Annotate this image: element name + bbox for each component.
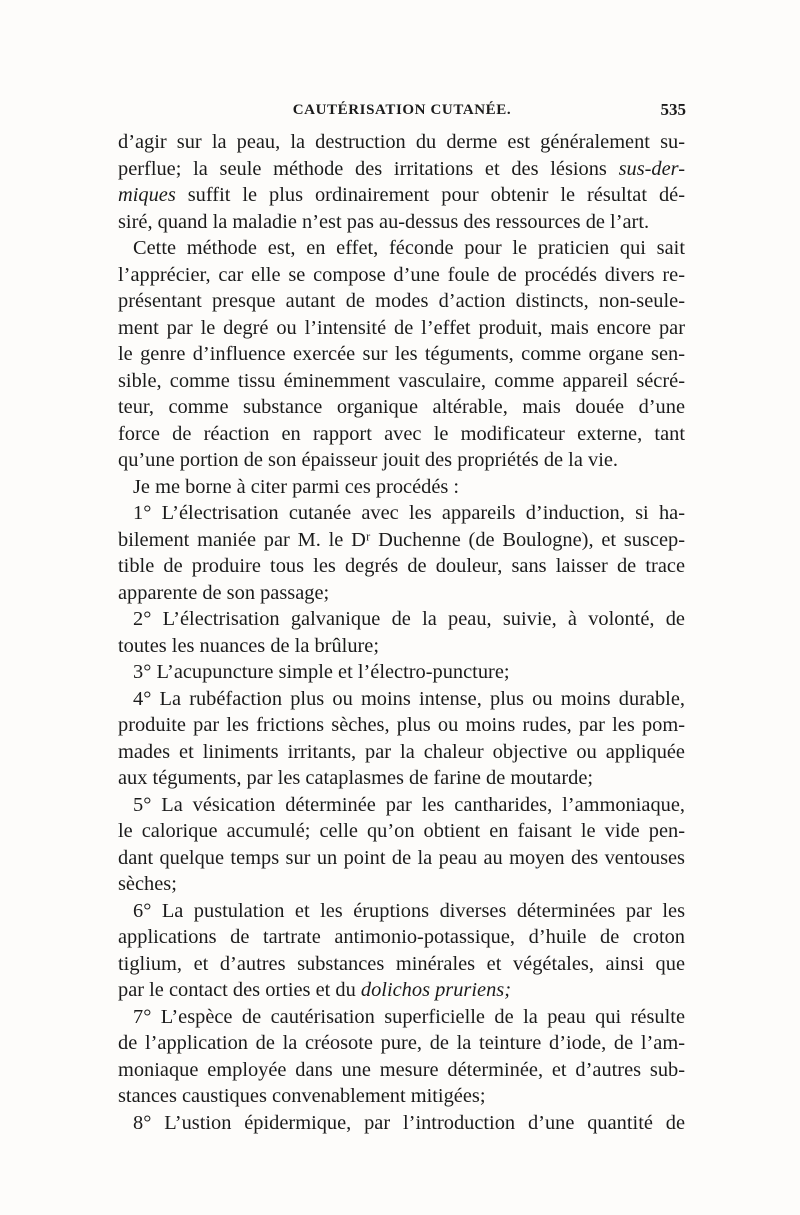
text-line xyxy=(118,156,685,183)
line-text: stances caustiques convenablement mitigées; xyxy=(118,1085,486,1107)
line-text: sèches; xyxy=(118,873,177,895)
line-text: par le contact des orties et du xyxy=(118,979,361,1001)
text-line xyxy=(118,818,685,845)
line-text: force de réaction en rapport avec le modificateur externe, tant xyxy=(118,422,685,445)
line-text: Je me borne à citer parmi ces procédés : xyxy=(133,475,460,498)
line-text: mades et liniments irritants, par la chaleur objective ou appliquée xyxy=(118,740,685,763)
text-line xyxy=(118,686,685,713)
text-line xyxy=(118,606,685,633)
line-text: d’agir sur la peau, la destruction du derme est généralement su- xyxy=(118,131,685,153)
running-header xyxy=(118,100,686,126)
text-line xyxy=(118,421,685,448)
line-text: aux téguments, par les cataplasmes de farine de moutarde; xyxy=(118,767,594,789)
text-line xyxy=(118,977,685,1004)
text-line xyxy=(118,765,685,792)
text-line xyxy=(118,580,685,607)
text-line xyxy=(118,553,685,580)
text-line xyxy=(118,527,685,554)
line-text: toutes les nuances de la brûlure; xyxy=(118,634,380,657)
text-line xyxy=(118,315,685,342)
text-line xyxy=(118,1057,685,1084)
line-text: suffit le plus ordinairement pour obtenir le résultat dé- xyxy=(175,184,685,206)
line-text: ment par le degré ou l’intensité de l’effet produit, mais encore par xyxy=(118,316,685,339)
line-text: apparente de son passage; xyxy=(118,581,330,604)
text-line xyxy=(118,235,685,262)
line-text: 2° L’électrisation galvanique de la peau, suivie, à volonté, de xyxy=(133,608,685,630)
text-line xyxy=(118,500,685,527)
text-line xyxy=(118,394,685,421)
text-line xyxy=(118,288,685,315)
line-text: 4° La rubéfaction plus ou moins intense, plus ou moins durable, xyxy=(133,687,685,710)
line-text: présentant presque autant de modes d’action distincts, non-seule- xyxy=(118,290,685,312)
line-text: tible de produire tous les degrés de douleur, sans laisser de trace xyxy=(118,555,685,577)
line-text: qu’une portion de son épaisseur jouit des propriétés de la vie. xyxy=(118,449,619,471)
text-line xyxy=(118,447,685,474)
text-line xyxy=(118,1110,685,1137)
line-text: applications de tartrate antimonio-potassique, d’huile de croton xyxy=(118,926,685,948)
line-text: siré, quand la maladie n’est pas au-dessus des ressources de l’art. xyxy=(118,210,650,233)
text-line xyxy=(118,474,685,501)
line-text: 8° L’ustion épidermique, par l’introduction d’une quantité de xyxy=(133,1111,685,1134)
text-line xyxy=(118,739,685,766)
line-text: perflue; la seule méthode des irritations et des lésions xyxy=(118,157,619,180)
text-line xyxy=(118,871,685,898)
line-text: dant quelque temps sur un point de la peau au moyen des ventouses xyxy=(118,846,685,869)
text-line xyxy=(118,951,685,978)
text-line xyxy=(118,341,685,368)
page-number: 535 xyxy=(660,100,686,119)
line-text: de l’application de la créosote pure, de la teinture d’iode, de l’am- xyxy=(118,1032,685,1054)
italic-term: sus-der- xyxy=(618,157,685,180)
line-text: bilement maniée par M. le Dʳ Duchenne (de Boulogne), et suscep- xyxy=(118,528,685,551)
text-line xyxy=(118,1083,685,1110)
text-line xyxy=(118,182,685,209)
line-text: teur, comme substance organique altérable, mais douée d’une xyxy=(118,396,685,418)
text-line xyxy=(118,209,685,236)
line-text: 5° La vésication déterminée par les cantharides, l’ammoniaque, xyxy=(133,793,685,816)
running-title: CAUTÉRISATION CUTANÉE. xyxy=(292,102,512,118)
line-text: 6° La pustulation et les éruptions diverses déterminées par les xyxy=(133,899,685,922)
text-line xyxy=(118,1004,685,1031)
text-line xyxy=(118,712,685,739)
line-text: 3° L’acupuncture simple et l’électro-puncture; xyxy=(133,661,510,683)
text-line xyxy=(118,1030,685,1057)
line-text: 1° L’électrisation cutanée avec les appareils d’induction, si ha- xyxy=(133,502,685,524)
line-text: le genre d’influence exercée sur les téguments, comme organe sen- xyxy=(118,343,685,365)
text-line xyxy=(118,845,685,872)
italic-term: miques xyxy=(118,184,176,206)
line-text: tiglium, et d’autres substances minérales et végétales, ainsi que xyxy=(118,952,685,975)
text-line xyxy=(118,633,685,660)
text-line xyxy=(118,792,685,819)
line-text: Cette méthode est, en effet, féconde pour le praticien qui sait xyxy=(133,237,685,259)
text-line xyxy=(118,898,685,925)
text-line xyxy=(118,659,685,686)
text-line xyxy=(118,924,685,951)
line-text: le calorique accumulé; celle qu’on obtient en faisant le vide pen- xyxy=(118,820,685,842)
line-text: moniaque employée dans une mesure déterminée, et d’autres sub- xyxy=(118,1058,685,1081)
line-text: sible, comme tissu éminemment vasculaire, comme appareil sécré- xyxy=(118,369,685,392)
line-text: produite par les frictions sèches, plus ou moins rudes, par les pom- xyxy=(118,714,685,736)
text-line xyxy=(118,129,685,156)
line-text: 7° L’espèce de cautérisation superficielle de la peau qui résulte xyxy=(133,1005,685,1028)
line-text: l’apprécier, car elle se compose d’une foule de procédés divers re- xyxy=(118,263,685,286)
body-text xyxy=(118,129,685,1136)
italic-term: dolichos pruriens; xyxy=(360,979,511,1001)
text-line xyxy=(118,368,685,395)
text-line xyxy=(118,262,685,289)
